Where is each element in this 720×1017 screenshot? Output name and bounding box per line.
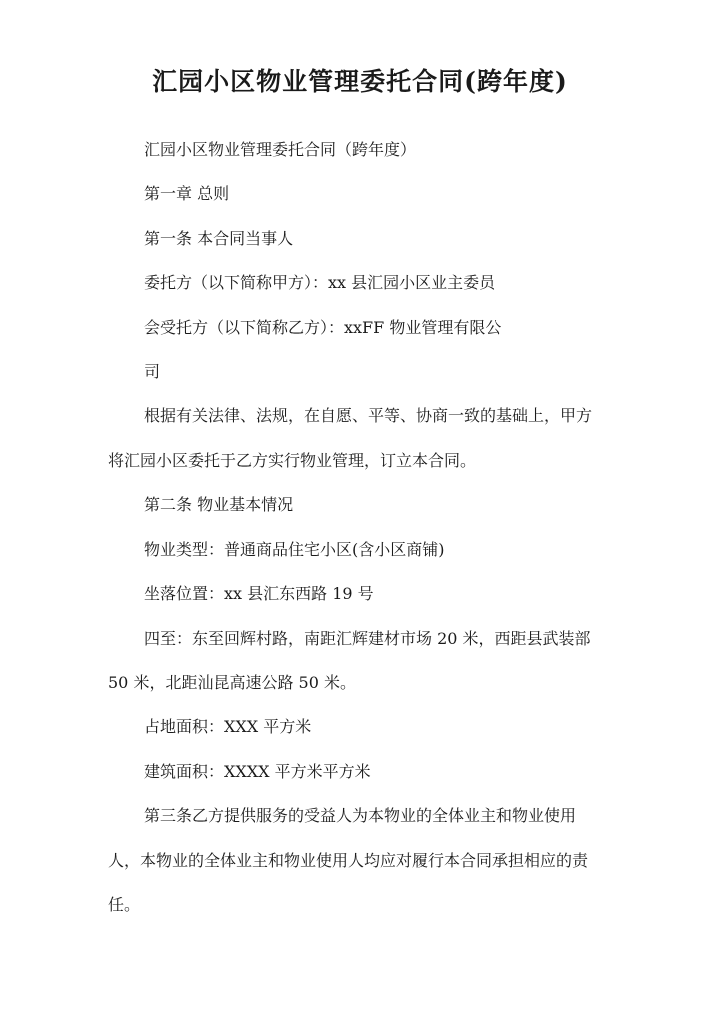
paragraph-line: 建筑面积：XXXX 平方米平方米	[144, 762, 371, 781]
paragraph-line: 任。	[108, 895, 141, 914]
paragraph-line: 司	[144, 362, 161, 381]
paragraph-line: 第三条乙方提供服务的受益人为本物业的全体业主和物业使用	[144, 806, 577, 825]
paragraph-line: 50 米，北距汕昆高速公路 50 米。	[108, 673, 356, 692]
paragraph-line: 四至：东至回辉村路，南距汇辉建材市场 20 米，西距县武装部	[144, 629, 591, 648]
subtitle-line: 汇园小区物业管理委托合同（跨年度）	[144, 140, 417, 159]
article-heading: 第一条 本合同当事人	[144, 229, 294, 248]
paragraph-line: 会受托方（以下简称乙方）：xxFF 物业管理有限公	[144, 318, 502, 337]
paragraph-line: 将汇园小区委托于乙方实行物业管理，订立本合同。	[108, 451, 477, 470]
paragraph-line: 人，本物业的全体业主和物业使用人均应对履行本合同承担相应的责	[108, 851, 589, 870]
paragraph-line: 根据有关法律、法规，在自愿、平等、协商一致的基础上，甲方	[144, 406, 593, 425]
paragraph-line: 坐落位置：xx 县汇东西路 19 号	[144, 584, 374, 603]
document-title: 汇园小区物业管理委托合同(跨年度)	[152, 67, 568, 96]
paragraph-line: 占地面积：XXX 平方米	[144, 717, 312, 736]
chapter-heading: 第一章 总则	[144, 184, 230, 203]
article-heading: 第二条 物业基本情况	[144, 495, 294, 514]
paragraph-line: 委托方（以下简称甲方）：xx 县汇园小区业主委员	[144, 273, 496, 292]
paragraph-line: 物业类型：普通商品住宅小区(含小区商铺)	[144, 540, 445, 559]
